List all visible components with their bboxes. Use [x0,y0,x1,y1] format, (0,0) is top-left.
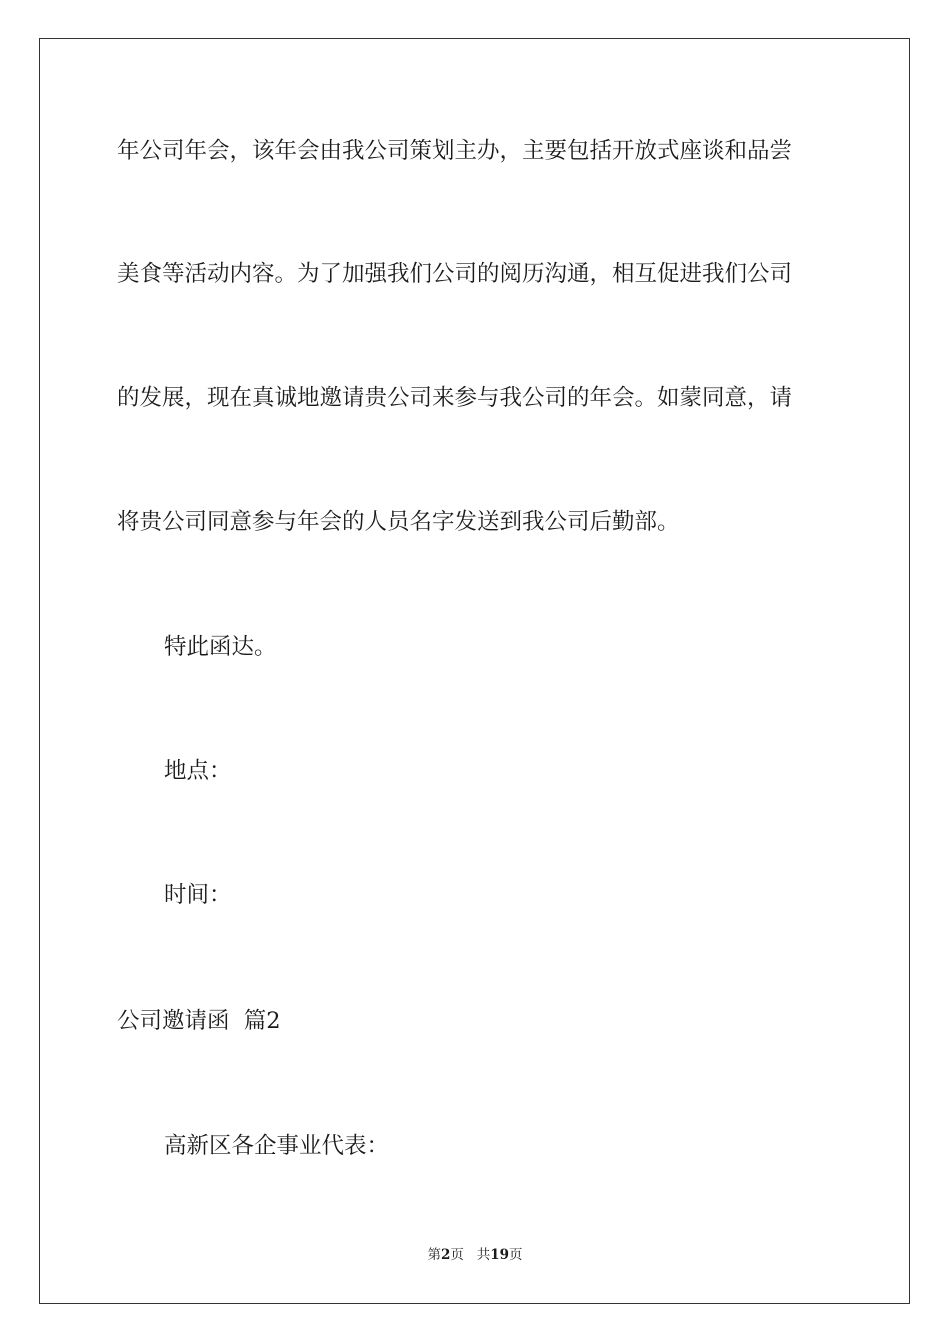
total-page-count: 19 [490,1247,510,1263]
total-prefix: 共 [476,1247,491,1263]
current-page-number: 2 [440,1247,451,1263]
body-text-line-3: 的发展，现在真诚地邀请贵公司来参与我公司的年会。如蒙同意，请 [117,385,793,411]
total-suffix: 页 [509,1247,523,1263]
time-label: 时间： [164,882,232,908]
body-text-line-1: 年公司年会，该年会由我公司策划主办，主要包括开放式座谈和品尝 [117,138,793,164]
greeting-text: 高新区各企事业代表： [164,1133,390,1159]
section-title: 公司邀请函 篇2 [117,1008,281,1034]
closing-text: 特此函达。 [164,634,277,660]
page-prefix: 第 [427,1247,441,1263]
page-number-footer [0,1246,950,1264]
page-suffix: 页 [450,1247,464,1263]
page-frame [39,38,910,1304]
body-text-line-2: 美食等活动内容。为了加强我们公司的阅历沟通，相互促进我们公司 [117,261,793,287]
location-label: 地点： [164,758,232,784]
body-text-line-4: 将贵公司同意参与年会的人员名字发送到我公司后勤部。 [117,509,680,535]
